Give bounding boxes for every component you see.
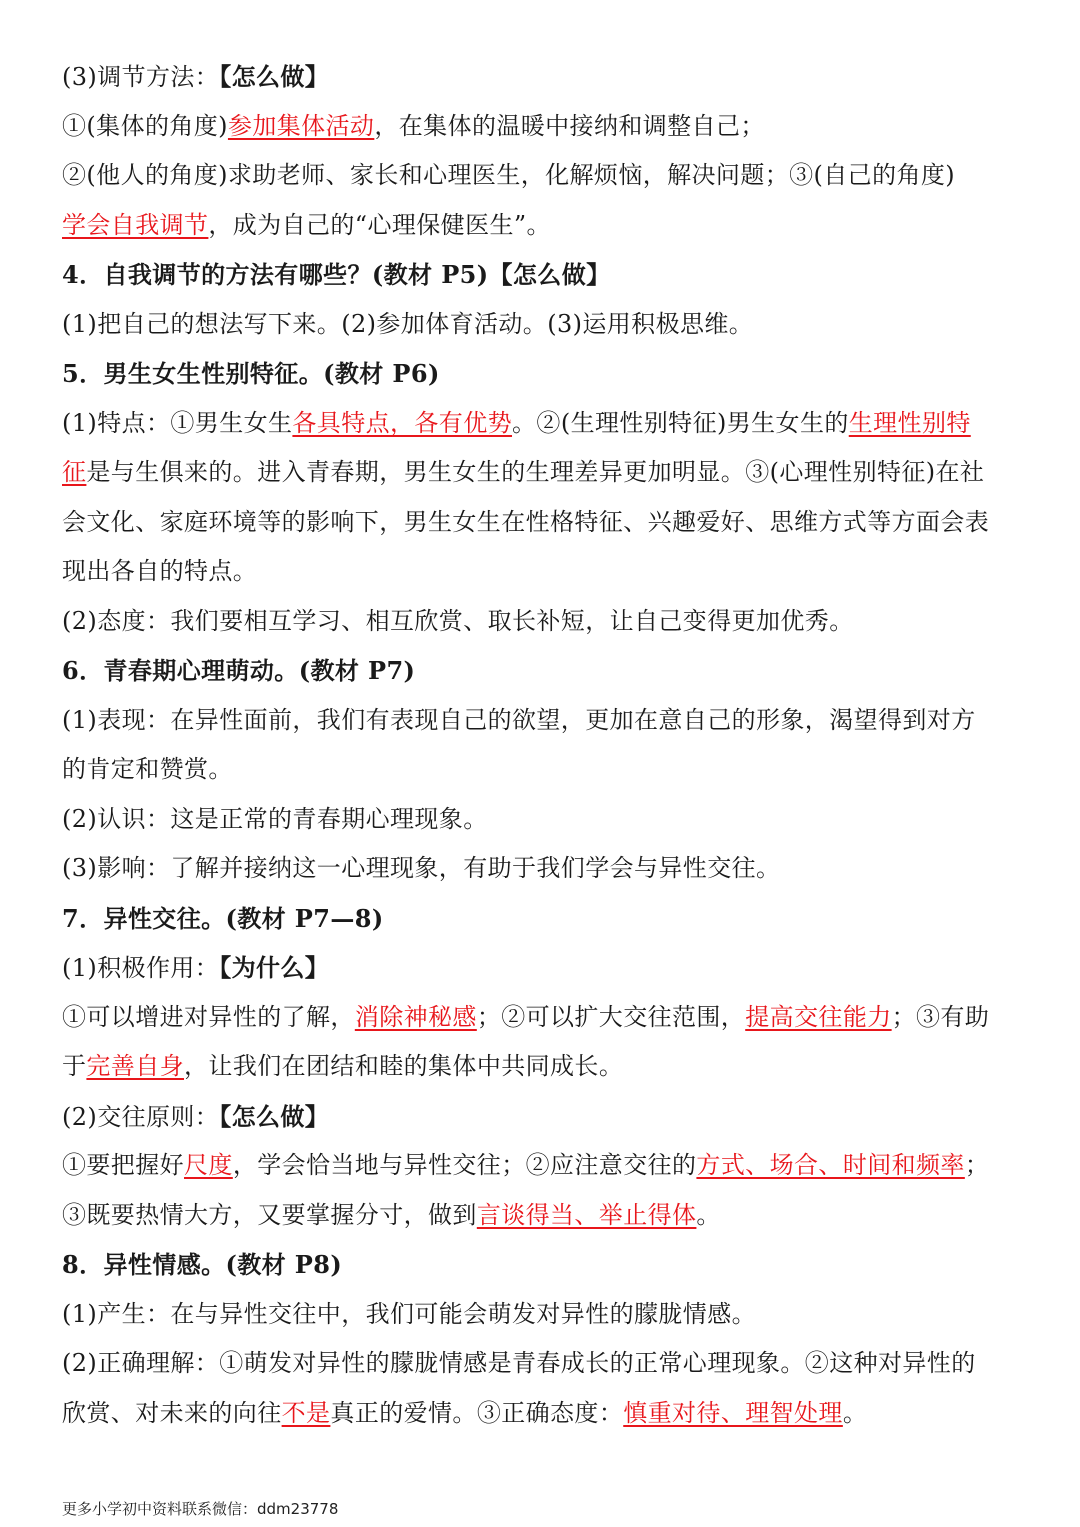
- text-segment: 真正的爱情。③正确态度：: [330, 1398, 624, 1427]
- text-segment: ，让我们在团结和睦的集体中共同成长。: [184, 1052, 624, 1080]
- text-segment: (1)特点：①男生女生: [62, 408, 293, 437]
- highlighted-keyword: 学会自我调节: [62, 210, 209, 239]
- text-line: [62, 1191, 1020, 1241]
- text-line: [62, 1290, 1020, 1340]
- document-body: [62, 52, 1020, 1438]
- section-heading: [62, 894, 1020, 944]
- text-line: [62, 1042, 1020, 1092]
- text-line: [62, 399, 1020, 449]
- text-segment: 。: [842, 1398, 868, 1427]
- text-segment: 会文化、家庭环境等的影响下，男生女生在性格特征、兴趣爱好、思维方式等方面会表: [62, 507, 990, 536]
- text-line: [62, 52, 1020, 102]
- highlighted-keyword: 言谈得当、举止得体: [476, 1200, 697, 1229]
- text-segment: ，在集体的温暖中接纳和调整自己；: [374, 111, 765, 140]
- footer-note: 更多小学初中资料联系微信：ddm23778: [62, 1500, 339, 1518]
- text-line: [62, 696, 1020, 746]
- highlighted-keyword: 提高交往能力: [745, 1002, 892, 1031]
- highlighted-keyword: 完善自身: [86, 1052, 185, 1080]
- text-segment: 。②(生理性别特征)男生女生的: [512, 408, 849, 437]
- text-segment: (3)影响：了解并接纳这一心理现象，有助于我们学会与异性交往。: [62, 854, 781, 882]
- text-line: [62, 498, 1020, 548]
- text-segment: (3)调节方法：: [62, 63, 220, 91]
- text-line: [62, 597, 1020, 647]
- text-line: [62, 1092, 1020, 1142]
- text-segment: 是与生俱来的。进入青春期，男生女生的生理差异更加明显。③(心理性别特征)在社: [86, 458, 985, 486]
- text-segment: ；③有助: [891, 1002, 990, 1031]
- text-line: [62, 745, 1020, 795]
- bold-text: 6．青春期心理萌动。(教材 P7): [62, 656, 416, 685]
- bold-text: 【怎么做】: [219, 1101, 330, 1131]
- text-segment: (2)态度：我们要相互学习、相互欣赏、取长补短，让自己变得更加优秀。: [62, 606, 854, 635]
- text-segment: (2)交往原则：: [62, 1102, 220, 1131]
- bold-text: 5．男生女生性别特征。(教材 P6): [62, 359, 440, 388]
- text-segment: (1)积极作用：: [62, 954, 220, 982]
- text-line: [62, 102, 1020, 152]
- text-segment: (1)表现：在异性面前，我们有表现自己的欲望，更加在意自己的形象，渴望得到对方: [62, 705, 976, 734]
- text-segment: (2)正确理解：①萌发对异性的朦胧情感是青春成长的正常心理现象。②这种对异性的: [62, 1349, 976, 1377]
- highlighted-keyword: 征: [62, 458, 87, 486]
- text-segment: (2)认识：这是正常的青春期心理现象。: [62, 804, 488, 833]
- highlighted-keyword: 尺度: [184, 1151, 233, 1179]
- text-segment: ①要把握好: [62, 1151, 184, 1179]
- highlighted-keyword: 消除神秘感: [354, 1002, 477, 1031]
- bold-text: 8．异性情感。(教材 P8): [62, 1250, 343, 1279]
- section-heading: [62, 349, 1020, 399]
- text-segment: 。: [696, 1200, 721, 1229]
- highlighted-keyword: 生理性别特: [848, 408, 971, 437]
- bold-text: 4．自我调节的方法有哪些？(教材 P5)【怎么做】: [62, 260, 611, 289]
- text-line: [62, 993, 1020, 1043]
- section-heading: [62, 646, 1020, 696]
- text-segment: ，学会恰当地与异性交往；②应注意交往的: [232, 1151, 697, 1179]
- text-line: [62, 547, 1020, 597]
- section-heading: [62, 1240, 1020, 1290]
- text-segment: (1)把自己的想法写下来。(2)参加体育活动。(3)运用积极思维。: [62, 309, 754, 338]
- text-segment: (1)产生：在与异性交往中，我们可能会萌发对异性的朦胧情感。: [62, 1299, 756, 1328]
- text-line: [62, 300, 1020, 350]
- highlighted-keyword: 不是: [281, 1398, 331, 1427]
- text-line: [62, 844, 1020, 894]
- text-segment: 现出各自的特点。: [62, 557, 258, 585]
- text-line: [62, 795, 1020, 845]
- text-segment: 的肯定和赞赏。: [62, 755, 233, 783]
- text-line: [62, 1339, 1020, 1389]
- text-segment: 于: [62, 1052, 87, 1080]
- text-line: [62, 943, 1020, 993]
- highlighted-keyword: 方式、场合、时间和频率: [696, 1151, 965, 1179]
- bold-text: 7．异性交往。(教材 P7—8): [62, 903, 384, 933]
- text-segment: ，成为自己的“心理保健医生”。: [208, 210, 551, 239]
- highlighted-keyword: 慎重对待、理智处理: [623, 1398, 843, 1427]
- section-heading: [62, 250, 1020, 300]
- text-segment: ；②可以扩大交往范围，: [476, 1002, 746, 1031]
- bold-text: 【怎么做】: [219, 62, 330, 91]
- bold-text: 【为什么】: [219, 953, 330, 982]
- highlighted-keyword: 各具特点，各有优势: [292, 408, 513, 437]
- highlighted-keyword: 参加集体活动: [227, 111, 375, 140]
- text-segment: ；: [964, 1151, 990, 1179]
- text-segment: 欣赏、对未来的向往: [62, 1398, 282, 1427]
- text-line: [62, 1141, 1020, 1191]
- text-segment: ①(集体的角度): [62, 111, 228, 140]
- text-line: [62, 1389, 1020, 1439]
- text-segment: ②(他人的角度)求助老师、家长和心理医生，化解烦恼，解决问题；③(自己的角度): [62, 161, 956, 189]
- text-line: [62, 151, 1020, 201]
- text-segment: ③既要热情大方，又要掌握分寸，做到: [62, 1200, 477, 1229]
- text-line: [62, 448, 1020, 498]
- text-segment: ①可以增进对异性的了解，: [62, 1002, 355, 1031]
- text-line: [62, 201, 1020, 251]
